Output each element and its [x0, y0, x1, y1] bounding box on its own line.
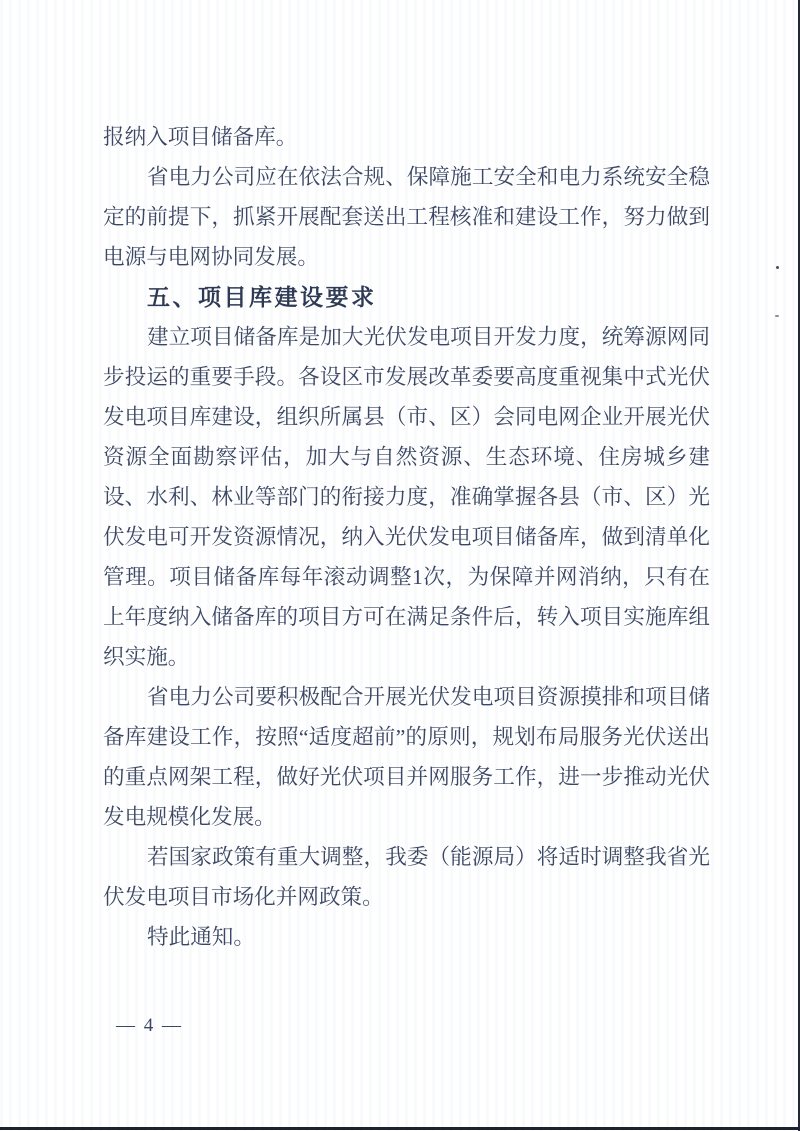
scan-speck [776, 266, 779, 269]
scan-speck [775, 315, 779, 317]
paragraph: 特此通知。 [147, 925, 255, 949]
paragraph-continuation: 报纳入项目储备库。 [103, 125, 298, 149]
scan-edge-bottom [0, 1127, 800, 1130]
document-body [103, 117, 710, 957]
paragraph: 若国家政策有重大调整，我委（能源局）将适时调整我省光伏发电项目市场化并网政策。 [103, 845, 710, 909]
paragraph: 省电力公司应在依法合规、保障施工安全和电力系统安全稳定的前提下，抓紧开展配套送出工程核准和建设工作，努力做到电源与电网协同发展。 [103, 165, 710, 269]
paragraph: 建立项目储备库是加大光伏发电项目开发力度，统筹源网同步投运的重要手段。各设区市发展改革委要高度重视集中式光伏发电项目库建设，组织所属县（市、区）会同电网企业开展光伏资源全面勘察评估，加大与自然资源、生态环境、住房城乡建设、水利、林业等部门的衔接力度，准确掌握各县（市、区）光伏发电可开发资源情况，纳入光伏发电项目储备库，做到清单化管理。项目储备库每年滚动调整1次，为保障并网消纳，只有在上年度纳入储备库的项目方可在满足条件后，转入项目实施库组织实施。 [103, 325, 710, 669]
paragraph: 省电力公司要积极配合开展光伏发电项目资源摸排和项目储备库建设工作，按照“适度超前”的原则，规划布局服务光伏送出的重点网架工程，做好光伏项目并网服务工作，进一步推动光伏发电规模化发展。 [103, 685, 710, 829]
section-heading: 五、项目库建设要求 [147, 284, 377, 310]
page-number: — 4 — [116, 1015, 183, 1036]
